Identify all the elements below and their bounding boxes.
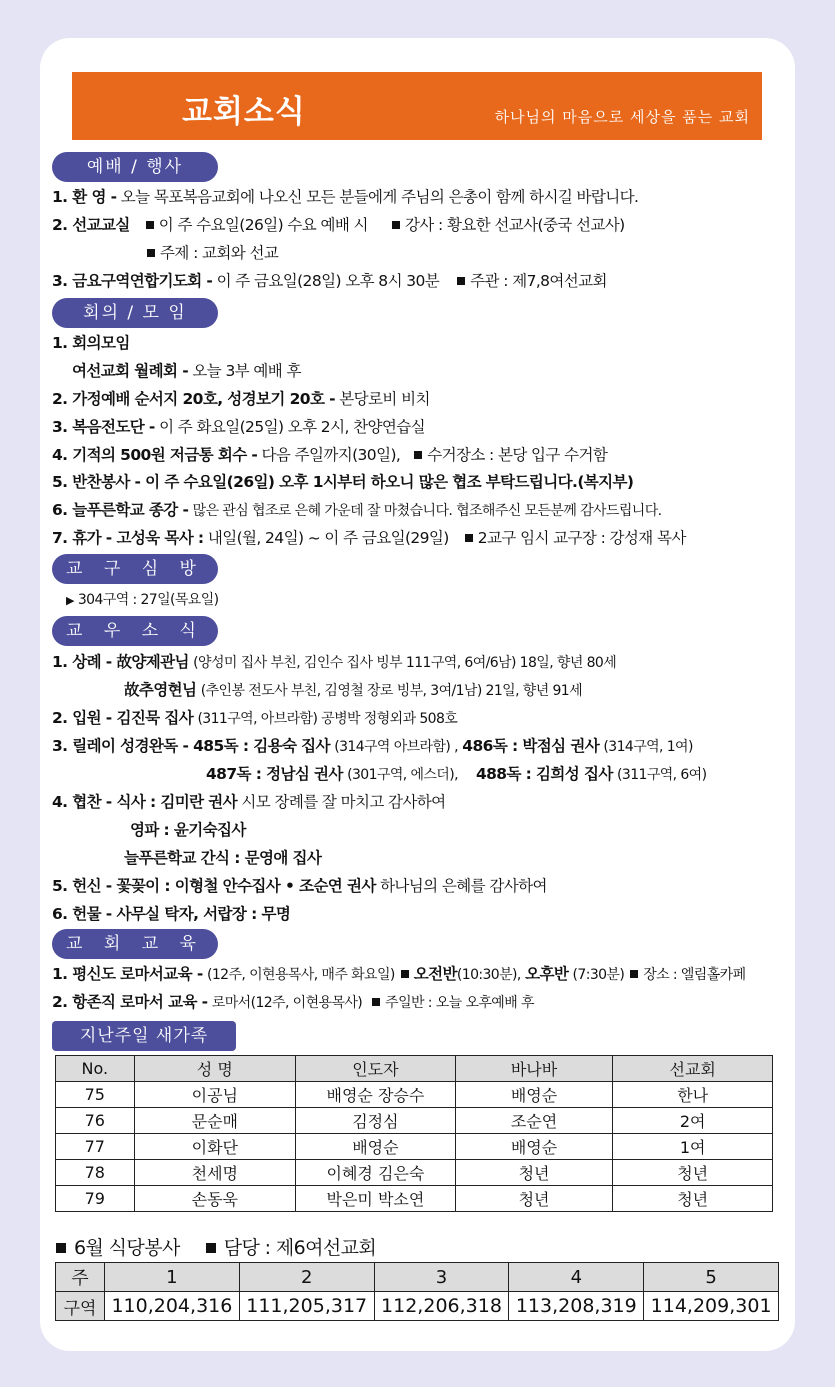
members-line-6: 6. 헌물 - 사무실 탁자, 서랍장 : 무명 (52, 905, 291, 923)
meal-area: 110,204,316 (105, 1292, 240, 1321)
meal-week: 4 (509, 1263, 644, 1292)
meal-week-label: 주 (56, 1263, 105, 1292)
meetings-line-6: 6. 늘푸른학교 종강 - 많은 관심 협조로 은혜 가운데 잘 마쳤습니다. 협조해주신 모든분께 감사드립니다. (52, 501, 662, 519)
meetings-line-5: 5. 반찬봉사 - 이 주 수요일(26일) 오후 1시부터 하오니 많은 협조 부탁드립니다.(복지부) (52, 473, 634, 491)
members-line-3b: 487독 : 정남심 권사 (301구역, 에스더), 488독 : 김희성 집사 (311구역, 6여) (206, 765, 707, 783)
col-name: 성 명 (134, 1056, 296, 1082)
newfamily-table (55, 1055, 773, 1212)
members-line-4b: 영파 : 윤기숙집사 (130, 821, 246, 839)
members-line-1: 1. 상례 - 故양제관님 (양성미 집사 부친, 김인수 집사 빙부 111구역, 6여/6남) 18일, 향년 80세 (52, 653, 617, 671)
section-education: 교 회 교 육 (52, 929, 218, 959)
meal-week: 3 (374, 1263, 509, 1292)
meal-week: 5 (644, 1263, 779, 1292)
col-mission: 선교회 (613, 1056, 773, 1082)
visits-line-1: ▶ 304구역 : 27일(목요일) (66, 592, 219, 608)
meal-week: 2 (239, 1263, 374, 1292)
meetings-line-3: 3. 복음전도단 - 이 주 화요일(25일) 오후 2시, 찬양연습실 (52, 418, 425, 436)
section-visits: 교 구 심 방 (52, 554, 218, 584)
header-banner (72, 72, 762, 140)
members-line-4: 4. 협찬 - 식사 : 김미란 권사 시모 장례를 잘 마치고 감사하여 (52, 793, 446, 811)
meal-area: 114,209,301 (644, 1292, 779, 1321)
meal-heading: 6월 식당봉사 담당 : 제6여선교회 (56, 1235, 376, 1261)
meal-area: 111,205,317 (239, 1292, 374, 1321)
section-worship: 예배 / 행사 (52, 152, 218, 182)
meal-area: 113,208,319 (509, 1292, 644, 1321)
meal-week: 1 (105, 1263, 240, 1292)
members-line-1b: 故추영현님 (추인봉 전도사 부친, 김영철 장로 빙부, 3여/1남) 21일, 향년 91세 (124, 681, 583, 699)
table-row: 75 이공님 배영순 장승수 배영순 한나 (56, 1082, 773, 1108)
members-line-3: 3. 릴레이 성경완독 - 485독 : 김용숙 집사 (314구역 아브라함) , 486독 : 박점심 권사 (314구역, 1여) (52, 737, 693, 755)
meetings-line-2: 2. 가정예배 순서지 20호, 성경보기 20호 - 본당로비 비치 (52, 390, 430, 408)
col-guide: 인도자 (296, 1056, 456, 1082)
col-no: No. (56, 1056, 135, 1082)
section-meetings: 회의 / 모 임 (52, 298, 218, 328)
education-line-2: 2. 항존직 로마서 교육 - 로마서(12주, 이현용목사) 주일반 : 오늘 오후예배 후 (52, 993, 534, 1011)
table-row: 79 손동욱 박은미 박소연 청년 청년 (56, 1186, 773, 1212)
table-row: 78 천세명 이혜경 김은숙 청년 청년 (56, 1160, 773, 1186)
education-line-1: 1. 평신도 로마서교육 - (12주, 이현용목사, 매주 화요일) 오전반(10:30분), 오후반 (7:30분) 장소 : 엘림홀카페 (52, 965, 746, 983)
meal-table (55, 1262, 779, 1321)
worship-line-1: 1. 환 영 - 오늘 목포복음교회에 나오신 모든 분들에게 주님의 은총이 함께 하시길 바랍니다. (52, 188, 639, 206)
worship-line-3: 3. 금요구역연합기도회 - 이 주 금요일(28일) 오후 8시 30분 주관 : 제7,8여선교회 (52, 272, 607, 290)
meetings-line-1: 1. 회의모임 (52, 334, 130, 352)
page-title: 교회소식 (182, 94, 306, 130)
worship-line-2b: 주제 : 교회와 선교 (141, 242, 278, 264)
members-line-2: 2. 입원 - 김진묵 집사 (311구역, 아브라함) 공병박 정형외과 508호 (52, 709, 458, 727)
worship-line-2: 2. 선교교실 이 주 수요일(26일) 수요 예배 시 강사 : 황요한 선교사(중국 선교사) (52, 216, 625, 234)
members-line-5: 5. 헌신 - 꽃꽂이 : 이형철 안수집사 • 조순연 권사 하나님의 은혜를 감사하여 (52, 877, 547, 895)
section-members: 교 우 소 식 (52, 616, 218, 646)
col-barnabas: 바나바 (455, 1056, 613, 1082)
members-line-4c: 늘푸른학교 간식 : 문영애 집사 (124, 849, 322, 867)
meal-area-label: 구역 (56, 1292, 105, 1321)
meetings-line-7: 7. 휴가 - 고성욱 목사 : 내일(월, 24일) ~ 이 주 금요일(29일) 2교구 임시 교구장 : 강성재 목사 (52, 529, 686, 547)
table-row: 77 이화단 배영순 배영순 1여 (56, 1134, 773, 1160)
meal-area: 112,206,318 (374, 1292, 509, 1321)
meetings-line-1b: 여선교회 월례회 - 오늘 3부 예배 후 (72, 362, 301, 380)
table-row: 76 문순매 김정심 조순연 2여 (56, 1108, 773, 1134)
page-subtitle: 하나님의 마음으로 세상을 품는 교회 (494, 108, 750, 126)
meetings-line-4: 4. 기적의 500원 저금통 회수 - 다음 주일까지(30일), 수거장소 : 본당 입구 수거함 (52, 446, 608, 464)
section-newfamily: 지난주일 새가족 (52, 1021, 236, 1051)
triangle-icon: ▶ (66, 594, 74, 607)
